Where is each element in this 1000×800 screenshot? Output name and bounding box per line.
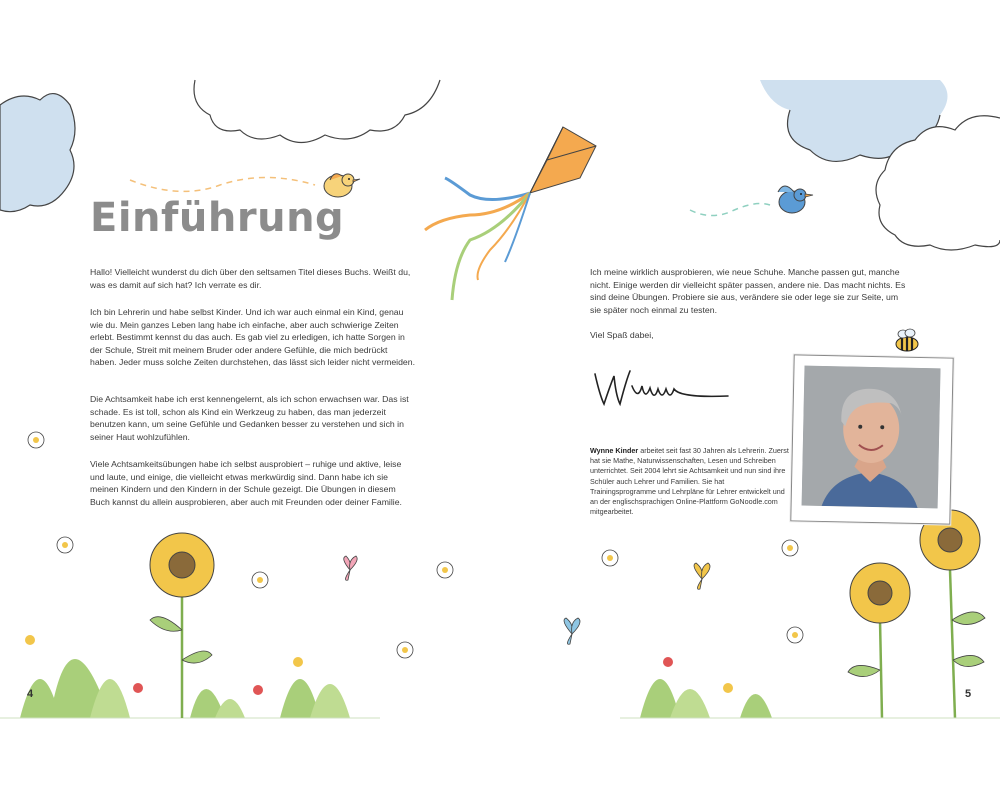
- butterfly-icon: [694, 563, 710, 589]
- author-photo-frame: [790, 354, 953, 524]
- intro-paragraph-1: Hallo! Vielleicht wunderst du dich über den seltsamen Titel dieses Buchs. Weißt du, was es damit auf sich hat? Ich verrate es dir.: [90, 267, 411, 290]
- page-number-left: 4: [27, 688, 34, 700]
- author-name: Wynne Kinder: [590, 446, 639, 455]
- cloud-icon: [0, 94, 75, 212]
- author-bio-text: arbeitet seit fast 30 Jahren als Lehrerin. Zuerst hat sie Mathe, Naturwissenschaften, Lesen und Schreiben unterrichtet. Seit 2004 lehrt sie Achtsamkeit und nun sind ihre Schüler auch Lehrer und Familien. Sie hat Trainingsprogramme und Lehrpläne für Lehrer entwickelt und an der englischsprachigen Online-Plattform GoNoodle.com mitgearbeitet.: [590, 446, 789, 517]
- closing-line: Viel Spaß dabei,: [590, 330, 654, 340]
- sunflower-icon: [848, 563, 910, 718]
- butterfly-icon: [564, 618, 580, 644]
- intro-paragraph-3: Die Achtsamkeit habe ich erst kennengelernt, als ich schon erwachsen war. Das ist schade. Es ist toll, schon als Kind ein Werkzeug zu haben, das man jederzeit benutzen kann, um seine Gefühle und Gedanken besser zu verstehen und sich in seiner Haut wohlzufühlen.: [90, 394, 409, 442]
- bird-icon: [324, 174, 360, 197]
- grass-icon: [0, 659, 380, 718]
- page-number-right: 5: [965, 688, 972, 700]
- author-photo: [802, 366, 941, 509]
- bird-icon: [778, 186, 813, 213]
- right-paragraph-1: Ich meine wirklich ausprobieren, wie neue Schuhe. Manche passen gut, manche nicht. Einige werden dir vielleicht später passen, andere nie. Das macht nichts. Es sind deine Übungen. Probiere sie aus, verändere sie oder lege sie zur Seite, um sie später noch einmal zu testen.: [590, 267, 906, 315]
- signature: [590, 356, 740, 411]
- page-title: Einführung: [90, 195, 345, 241]
- grass-icon: [620, 679, 1000, 718]
- intro-paragraph-4: Viele Achtsamkeitsübungen habe ich selbst ausprobiert – ruhige und aktive, leise und laute, und einige, die vielleicht etwas merkwürdig sind. Dann habe ich sie meinen Kindern und den Kindern in der Schule gezeigt. Die Übungen in diesem Buch kannst du allein ausprobieren, aber auch mit Freunden oder deiner Familie.: [90, 459, 402, 507]
- sunflower-icon: [920, 510, 985, 718]
- flower-icon: [25, 635, 733, 695]
- intro-paragraph-2: Ich bin Lehrerin und habe selbst Kinder. Und ich war auch einmal ein Kind, genau wie du. Mein ganzes Leben lang habe ich einfache, aber auch schwierige Zeiten erlebt. Bestimmt kennst du das auch. Es gab viel zu erledigen, ich hatte Sorgen in der Schule, Streit mit meinem Bruder oder andere Gefühle, die mich bedrückt haben. Jeder muss solche Zeiten durchstehen, das lässt sich leider nicht vermeiden.: [90, 307, 415, 368]
- kite-icon: [425, 127, 596, 300]
- butterfly-icon: [344, 556, 357, 580]
- author-bio: [590, 446, 790, 517]
- cloud-icon: [194, 80, 440, 143]
